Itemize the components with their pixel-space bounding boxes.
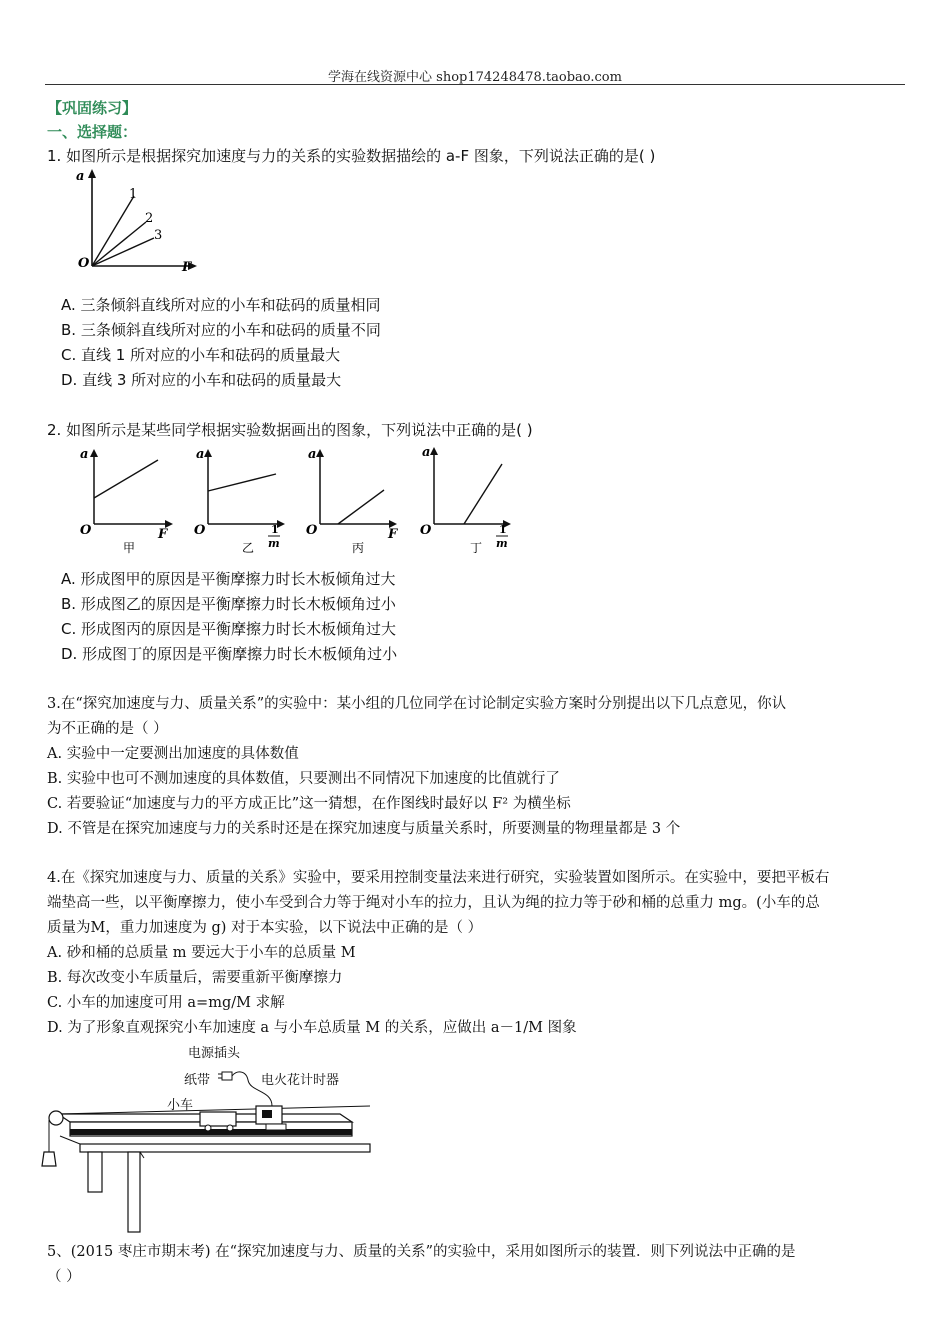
q1-x-axis-label: F bbox=[182, 260, 192, 275]
q1-y-axis-label: a bbox=[76, 169, 85, 184]
q1-line-label-2: 2 bbox=[145, 211, 154, 226]
q2-stem: 2. 如图所示是某些同学根据实验数据画出的图象，下列说法中正确的是( ) bbox=[47, 421, 533, 439]
q4-option-d: D. 为了形象直观探究小车加速度 a 与小车总质量 M 的关系，应做出 a－1/M 图象 bbox=[47, 1020, 577, 1036]
q4-stem-line2: 端垫高一些，以平衡摩擦力，使小车受到合力等于绳对小车的拉力，且认为绳的拉力等于砂和桶的总重力 mg。(小车的总 bbox=[47, 895, 820, 911]
q5-stem-line2: （ ） bbox=[47, 1269, 81, 1285]
label-spark-timer: 电火花计时器 bbox=[261, 1073, 340, 1088]
q2-jia-origin: O bbox=[80, 523, 92, 538]
q1-figure bbox=[72, 168, 202, 276]
q1-option-d: D. 直线 3 所对应的小车和砝码的质量最大 bbox=[61, 371, 342, 389]
q2-figure-jia bbox=[78, 446, 178, 556]
q4-stem-line3: 质量为M，重力加速度为 g) 对于本实验，以下说法中正确的是（ ） bbox=[47, 920, 483, 936]
q2-yi-origin: O bbox=[194, 523, 206, 538]
q2-option-d: D. 形成图丁的原因是平衡摩擦力时长木板倾角过小 bbox=[61, 645, 398, 663]
q2-ding-x-den: m bbox=[496, 537, 508, 550]
q2-jia-caption: 甲 bbox=[123, 541, 136, 555]
q2-bing-x-label: F bbox=[388, 527, 398, 542]
q2-bing-caption: 丙 bbox=[352, 541, 365, 555]
q4-option-b: B. 每次改变小车质量后，需要重新平衡摩擦力 bbox=[47, 970, 343, 986]
q2-jia-y-label: a bbox=[80, 447, 89, 462]
header-rule bbox=[45, 84, 905, 85]
q4-stem-line1: 4.在《探究加速度与力、质量的关系》实验中，要采用控制变量法来进行研究，实验装置如图所示。在实验中，要把平板右 bbox=[47, 870, 830, 886]
q4-option-a: A. 砂和桶的总质量 m 要远大于小车的总质量 M bbox=[47, 945, 356, 961]
q2-jia-x-label: F bbox=[158, 527, 168, 542]
q1-line-label-3: 3 bbox=[154, 228, 163, 243]
q2-ding-x-num: 1 bbox=[499, 523, 507, 536]
page-header: 学海在线资源中心 shop174248478.taobao.com bbox=[328, 70, 622, 85]
label-power-plug: 电源插头 bbox=[188, 1046, 241, 1061]
q1-option-c: C. 直线 1 所对应的小车和砝码的质量最大 bbox=[61, 346, 341, 364]
q2-option-c: C. 形成图丙的原因是平衡摩擦力时长木板倾角过大 bbox=[61, 620, 397, 638]
q3-stem-line2: 为不正确的是（ ） bbox=[47, 721, 168, 737]
q2-ding-origin: O bbox=[420, 523, 432, 538]
q4-option-c: C. 小车的加速度可用 a=mg/M 求解 bbox=[47, 995, 285, 1011]
q2-bing-origin: O bbox=[306, 523, 318, 538]
q1-option-a: A. 三条倾斜直线所对应的小车和砝码的质量相同 bbox=[61, 296, 381, 314]
q2-yi-x-den: m bbox=[268, 537, 280, 550]
q2-bing-y-label: a bbox=[308, 447, 317, 462]
q3-option-b: B. 实验中也可不测加速度的具体数值，只要测出不同情况下加速度的比值就行了 bbox=[47, 771, 560, 787]
section-title: 【巩固练习】 bbox=[47, 99, 138, 117]
q1-option-b: B. 三条倾斜直线所对应的小车和砝码的质量不同 bbox=[61, 321, 381, 339]
q2-ding-caption: 丁 bbox=[470, 541, 483, 555]
q2-figure-yi bbox=[194, 446, 294, 556]
q2-yi-caption: 乙 bbox=[242, 541, 255, 555]
q1-stem: 1. 如图所示是根据探究加速度与力的关系的实验数据描绘的 a-F 图象，下列说法正确的是( ) bbox=[47, 147, 656, 165]
q5-stem-line1: 5、(2015 枣庄市期末考) 在“探究加速度与力、质量的关系”的实验中，采用如图所示的装置．则下列说法中正确的是 bbox=[47, 1244, 796, 1260]
q2-option-a: A. 形成图甲的原因是平衡摩擦力时长木板倾角过大 bbox=[61, 570, 396, 588]
q2-figure-ding bbox=[420, 442, 520, 556]
q3-option-a: A. 实验中一定要测出加速度的具体数值 bbox=[47, 746, 299, 762]
q2-option-b: B. 形成图乙的原因是平衡摩擦力时长木板倾角过小 bbox=[61, 595, 396, 613]
q3-option-c: C. 若要验证“加速度与力的平方成正比”这一猜想，在作图线时最好以 F² 为横坐标 bbox=[47, 796, 571, 812]
q2-figure-bing bbox=[306, 446, 406, 556]
label-cart: 小车 bbox=[167, 1098, 194, 1113]
q2-yi-x-num: 1 bbox=[271, 523, 279, 536]
q3-stem-line1: 3.在“探究加速度与力、质量关系”的实验中：某小组的几位同学在讨论制定实验方案时分别提出以下几点意见，你认 bbox=[47, 696, 787, 712]
q3-option-d: D. 不管是在探究加速度与力的关系时还是在探究加速度与质量关系时，所要测量的物理量都是 3 个 bbox=[47, 821, 681, 837]
section-subtitle: 一、选择题： bbox=[47, 123, 138, 141]
q2-yi-y-label: a bbox=[196, 447, 205, 462]
q1-origin-label: O bbox=[78, 256, 90, 271]
label-paper-tape: 纸带 bbox=[184, 1073, 211, 1088]
q2-ding-y-label: a bbox=[422, 445, 431, 460]
q1-line-label-1: 1 bbox=[129, 187, 138, 202]
